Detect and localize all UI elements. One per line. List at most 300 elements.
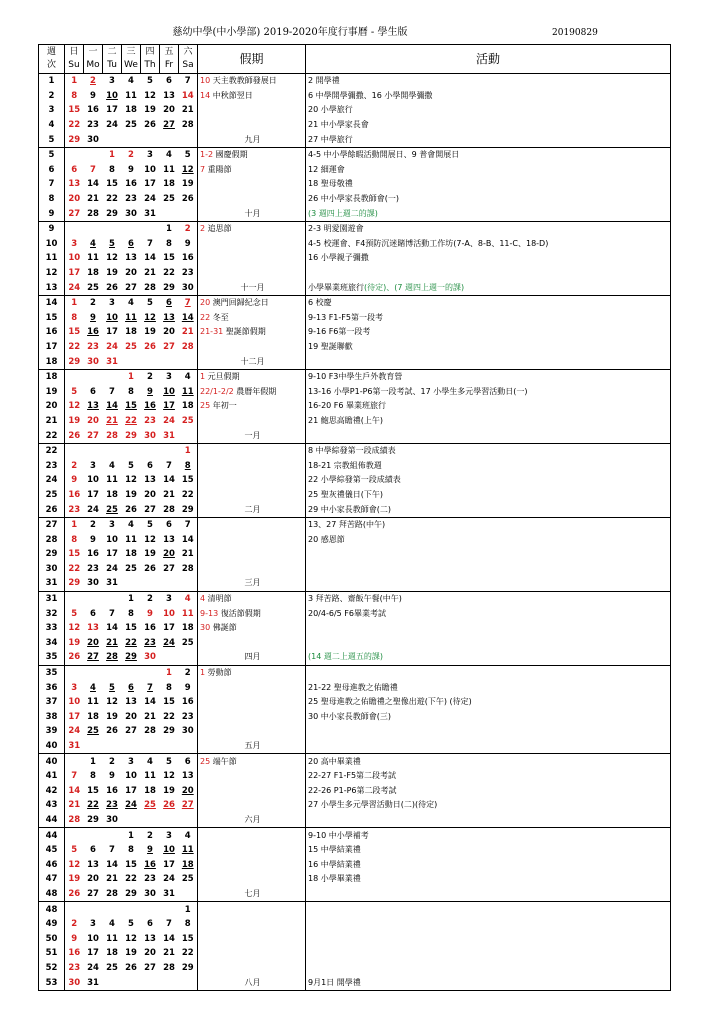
day-cell — [160, 872, 179, 887]
holiday-cell — [198, 769, 306, 784]
holiday-cell — [198, 813, 306, 828]
day-cell — [84, 843, 103, 858]
activity-cell — [306, 89, 671, 104]
day-number: 15 — [106, 179, 118, 190]
day-cell — [103, 887, 122, 902]
holiday-cell — [198, 931, 306, 946]
activity-text: 16 中學結業禮 — [308, 859, 361, 869]
day-cell — [141, 798, 160, 813]
day-number: 19 — [68, 637, 81, 648]
day-cell — [179, 872, 198, 887]
holiday-name: 佛誕節 — [212, 623, 237, 633]
day-number: 21 — [106, 415, 118, 426]
week-row — [39, 680, 671, 695]
day-cell — [122, 975, 141, 990]
day-cell — [179, 887, 198, 902]
day-number: 4 — [128, 76, 134, 87]
activity-cell — [306, 221, 671, 236]
activity-cell — [306, 369, 671, 384]
day-number: 23 — [181, 711, 194, 722]
activity-text: 4-5 校運會、F4預防沉迷賭博活動工作坊(7-A、8-B、11-C、18-D) — [308, 238, 549, 248]
day-cell — [160, 843, 179, 858]
day-cell — [160, 74, 179, 89]
day-cell — [141, 369, 160, 384]
day-number: 20 — [163, 327, 175, 338]
day-cell — [141, 591, 160, 606]
day-cell — [84, 488, 103, 503]
day-cell — [103, 975, 122, 990]
week-number: 3 — [39, 103, 65, 118]
week-header-line2: 次 — [46, 60, 56, 70]
day-cell — [84, 724, 103, 739]
day-number: 6 — [128, 682, 134, 693]
day-number: 17 — [125, 785, 137, 796]
day-number: 29 — [125, 652, 137, 663]
activities-column-header: 活動 — [306, 45, 671, 74]
day-cell — [160, 902, 179, 917]
day-cell — [160, 576, 179, 591]
holiday-cell — [198, 251, 306, 266]
day-cell — [122, 118, 141, 133]
day-cell — [179, 384, 198, 399]
day-cell — [160, 369, 179, 384]
day-cell — [179, 502, 198, 517]
day-number: 25 — [87, 282, 99, 293]
holiday-cell — [198, 576, 306, 591]
day-cell — [122, 591, 141, 606]
day-cell — [141, 946, 160, 961]
day-number: 14 — [163, 475, 175, 486]
holiday-name: 冬至 — [212, 312, 229, 322]
day-number: 6 — [147, 460, 153, 471]
day-cell — [65, 961, 84, 976]
activity-cell — [306, 118, 671, 133]
day-cell — [84, 414, 103, 429]
week-row — [39, 961, 671, 976]
week-row — [39, 872, 671, 887]
day-cell — [65, 562, 84, 577]
day-cell — [179, 784, 198, 799]
day-cell — [122, 872, 141, 887]
day-cell — [103, 754, 122, 769]
activity-text: 25 聖母進教之佑瞻禮之聖像出遊(下午) (待定) — [308, 697, 472, 707]
day-cell — [65, 902, 84, 917]
day-number: 6 — [90, 608, 96, 619]
week-row — [39, 695, 671, 710]
day-cell — [160, 206, 179, 221]
day-cell — [122, 251, 141, 266]
activity-cell — [306, 872, 671, 887]
calendar-body — [39, 74, 671, 991]
week-number: 47 — [39, 872, 65, 887]
day-header-fri-en: Fr — [164, 60, 174, 70]
day-cell — [84, 340, 103, 355]
day-cell — [160, 325, 179, 340]
day-number: 24 — [68, 282, 81, 293]
day-cell — [122, 192, 141, 207]
day-cell — [179, 369, 198, 384]
document-date: 20190829 — [552, 28, 598, 38]
day-cell — [160, 221, 179, 236]
day-number: 18 — [181, 623, 194, 634]
week-number: 45 — [39, 843, 65, 858]
day-cell — [65, 621, 84, 636]
day-header-thu-zh: 四 — [145, 47, 155, 57]
day-header-tue-zh: 二 — [107, 47, 117, 57]
week-row — [39, 665, 671, 680]
holiday-date: 4 — [200, 594, 206, 604]
week-row — [39, 917, 671, 932]
day-number: 18 — [106, 489, 118, 500]
day-cell — [179, 532, 198, 547]
day-number: 12 — [181, 164, 194, 175]
holiday-date: 30 — [200, 623, 211, 633]
day-number: 19 — [144, 105, 156, 116]
day-number: 16 — [87, 105, 99, 116]
day-cell — [65, 784, 84, 799]
week-number: 22 — [39, 443, 65, 458]
day-cell — [84, 857, 103, 872]
day-number: 26 — [163, 800, 175, 811]
day-number: 14 — [106, 859, 118, 870]
day-cell — [65, 369, 84, 384]
day-number: 17 — [163, 401, 175, 412]
day-number: 11 — [125, 312, 137, 323]
day-number: 17 — [144, 179, 156, 190]
holiday-cell — [198, 636, 306, 651]
day-cell — [84, 280, 103, 295]
holiday-cell — [198, 147, 306, 162]
holiday-cell — [198, 458, 306, 473]
day-cell — [160, 621, 179, 636]
day-cell — [103, 769, 122, 784]
activity-cell — [306, 902, 671, 917]
day-number: 30 — [181, 726, 194, 737]
day-cell — [65, 177, 84, 192]
activity-text: 小學畢業班旅行(待定)、(7 週四上週一的課) — [308, 282, 465, 292]
holiday-name: 國慶假期 — [215, 150, 248, 160]
holiday-cell — [198, 517, 306, 532]
week-number: 42 — [39, 784, 65, 799]
day-cell — [103, 946, 122, 961]
day-cell — [103, 206, 122, 221]
day-number: 23 — [87, 341, 99, 352]
week-number: 1 — [39, 74, 65, 89]
holiday-cell — [198, 237, 306, 252]
day-number: 18 — [125, 327, 137, 338]
week-row — [39, 843, 671, 858]
day-cell — [179, 237, 198, 252]
day-number: 24 — [106, 120, 118, 131]
day-cell — [179, 473, 198, 488]
day-number: 7 — [109, 386, 115, 397]
day-cell — [84, 902, 103, 917]
holiday-cell — [198, 872, 306, 887]
holiday-cell — [198, 384, 306, 399]
day-cell — [160, 710, 179, 725]
day-cell — [179, 798, 198, 813]
week-row — [39, 414, 671, 429]
day-cell — [65, 340, 84, 355]
activity-cell — [306, 680, 671, 695]
day-number: 28 — [87, 208, 99, 219]
day-number: 13 — [144, 475, 156, 486]
day-cell — [122, 237, 141, 252]
day-cell — [160, 384, 179, 399]
day-cell — [84, 784, 103, 799]
week-number: 40 — [39, 739, 65, 754]
day-cell — [103, 280, 122, 295]
month-label: 八月 — [244, 977, 261, 987]
activity-cell — [306, 917, 671, 932]
week-number: 35 — [39, 665, 65, 680]
day-cell — [122, 414, 141, 429]
holiday-cell — [198, 74, 306, 89]
day-cell — [103, 295, 122, 310]
activity-text: 16-20 F6 畢業班旅行 — [308, 401, 387, 411]
day-cell — [179, 828, 198, 843]
day-cell — [122, 769, 141, 784]
day-cell — [84, 710, 103, 725]
day-number: 5 — [109, 682, 115, 693]
day-number: 12 — [163, 771, 175, 782]
week-row — [39, 784, 671, 799]
holiday-cell — [198, 311, 306, 326]
week-number: 29 — [39, 547, 65, 562]
week-row — [39, 532, 671, 547]
day-cell — [160, 975, 179, 990]
activity-cell — [306, 576, 671, 591]
day-number: 15 — [181, 475, 194, 486]
day-number: 22 — [163, 711, 175, 722]
week-number: 39 — [39, 724, 65, 739]
day-number: 31 — [163, 430, 175, 441]
day-number: 21 — [181, 327, 194, 338]
week-row — [39, 163, 671, 178]
day-number: 28 — [106, 652, 118, 663]
activity-cell — [306, 813, 671, 828]
day-cell — [122, 547, 141, 562]
day-cell — [122, 754, 141, 769]
day-number: 18 — [163, 179, 175, 190]
day-cell — [160, 695, 179, 710]
day-cell — [103, 251, 122, 266]
week-number: 21 — [39, 414, 65, 429]
day-cell — [84, 975, 103, 990]
week-row — [39, 754, 671, 769]
week-row — [39, 118, 671, 133]
week-row — [39, 325, 671, 340]
activity-text: (3 週四上週二的課) — [308, 208, 378, 218]
week-row — [39, 739, 671, 754]
day-cell — [84, 754, 103, 769]
day-cell — [103, 266, 122, 281]
day-number: 31 — [144, 208, 156, 219]
day-number: 21 — [144, 268, 156, 279]
week-number: 40 — [39, 754, 65, 769]
day-number: 5 — [184, 150, 191, 161]
day-cell — [84, 695, 103, 710]
day-number: 19 — [106, 268, 118, 279]
day-cell — [122, 828, 141, 843]
day-cell — [160, 443, 179, 458]
holiday-cell — [198, 784, 306, 799]
day-number: 22 — [125, 637, 137, 648]
day-cell — [84, 266, 103, 281]
activity-cell — [306, 695, 671, 710]
day-cell — [84, 917, 103, 932]
day-number: 11 — [163, 164, 175, 175]
day-cell — [103, 132, 122, 147]
day-cell — [84, 428, 103, 443]
day-cell — [122, 399, 141, 414]
day-cell — [141, 532, 160, 547]
activity-cell — [306, 665, 671, 680]
day-number: 9 — [147, 608, 153, 619]
day-cell — [65, 354, 84, 369]
day-number: 11 — [106, 933, 118, 944]
day-number: 27 — [163, 341, 175, 352]
week-number: 53 — [39, 975, 65, 990]
day-number: 28 — [106, 430, 118, 441]
activity-cell — [306, 975, 671, 990]
day-cell — [122, 147, 141, 162]
week-row — [39, 488, 671, 503]
day-cell — [141, 221, 160, 236]
day-cell — [179, 340, 198, 355]
day-number: 27 — [125, 726, 137, 737]
day-number: 12 — [144, 312, 156, 323]
week-row — [39, 591, 671, 606]
day-cell — [179, 280, 198, 295]
day-cell — [141, 975, 160, 990]
day-number: 4 — [109, 919, 115, 930]
week-number: 34 — [39, 636, 65, 651]
day-number: 6 — [166, 76, 172, 87]
holiday-date: 10 — [200, 76, 211, 86]
day-cell — [141, 132, 160, 147]
week-number: 37 — [39, 695, 65, 710]
day-header-wed — [122, 45, 141, 74]
day-number: 18 — [125, 549, 137, 560]
activity-text: 20 小學旅行 — [308, 105, 353, 115]
day-number: 5 — [109, 238, 115, 249]
day-header-fri-zh: 五 — [164, 47, 174, 57]
day-cell — [103, 163, 122, 178]
day-number: 14 — [144, 697, 156, 708]
day-cell — [65, 695, 84, 710]
week-row — [39, 710, 671, 725]
day-number: 24 — [125, 800, 137, 811]
day-number: 18 — [87, 268, 99, 279]
day-number: 20 — [125, 268, 137, 279]
holidays-column-header: 假期 — [198, 45, 306, 74]
week-row — [39, 975, 671, 990]
day-cell — [103, 621, 122, 636]
activity-text: 29 中小家長教師會(二) — [308, 504, 391, 514]
holiday-cell — [198, 266, 306, 281]
day-number: 16 — [68, 489, 81, 500]
activity-cell — [306, 887, 671, 902]
day-number: 20 — [68, 194, 81, 205]
month-label: 十二月 — [240, 356, 265, 366]
holiday-cell — [198, 902, 306, 917]
activity-cell — [306, 147, 671, 162]
day-number: 27 — [87, 888, 99, 899]
day-number: 7 — [166, 460, 172, 471]
day-cell — [141, 428, 160, 443]
holiday-cell — [198, 650, 306, 665]
week-number: 50 — [39, 931, 65, 946]
day-number: 7 — [109, 845, 115, 856]
day-number: 29 — [163, 726, 175, 737]
day-number: 4 — [90, 682, 96, 693]
week-number: 15 — [39, 311, 65, 326]
day-number: 13 — [144, 933, 156, 944]
week-row — [39, 443, 671, 458]
day-cell — [160, 340, 179, 355]
holiday-cell — [198, 473, 306, 488]
day-cell — [84, 828, 103, 843]
week-row — [39, 473, 671, 488]
activity-cell — [306, 931, 671, 946]
day-number: 26 — [106, 282, 118, 293]
day-number: 15 — [125, 859, 137, 870]
day-cell — [179, 354, 198, 369]
month-label: 一月 — [244, 430, 261, 440]
day-cell — [179, 813, 198, 828]
day-cell — [84, 295, 103, 310]
day-number: 29 — [125, 430, 137, 441]
day-number: 21 — [106, 874, 118, 885]
day-cell — [65, 813, 84, 828]
day-number: 30 — [106, 814, 118, 825]
day-number: 17 — [106, 327, 118, 338]
holiday-cell — [198, 946, 306, 961]
week-number-header — [39, 45, 65, 74]
day-cell — [141, 813, 160, 828]
day-number: 22 — [163, 268, 175, 279]
day-number: 8 — [128, 386, 134, 397]
day-cell — [179, 621, 198, 636]
holiday-cell — [198, 103, 306, 118]
day-number: 1 — [90, 756, 96, 767]
week-number: 16 — [39, 325, 65, 340]
day-cell — [65, 591, 84, 606]
day-cell — [103, 547, 122, 562]
holiday-cell — [198, 369, 306, 384]
day-cell — [160, 118, 179, 133]
day-cell — [84, 798, 103, 813]
day-cell — [103, 591, 122, 606]
day-cell — [103, 325, 122, 340]
day-cell — [179, 857, 198, 872]
week-number: 32 — [39, 606, 65, 621]
day-number: 2 — [147, 830, 153, 841]
day-number: 12 — [68, 401, 81, 412]
day-cell — [103, 89, 122, 104]
day-number: 29 — [181, 962, 194, 973]
week-number: 36 — [39, 680, 65, 695]
day-number: 22 — [68, 563, 81, 574]
day-number: 19 — [144, 327, 156, 338]
day-cell — [141, 206, 160, 221]
day-number: 11 — [144, 771, 156, 782]
week-number: 20 — [39, 399, 65, 414]
day-number: 29 — [106, 208, 118, 219]
day-cell — [103, 118, 122, 133]
day-number: 4 — [90, 238, 96, 249]
